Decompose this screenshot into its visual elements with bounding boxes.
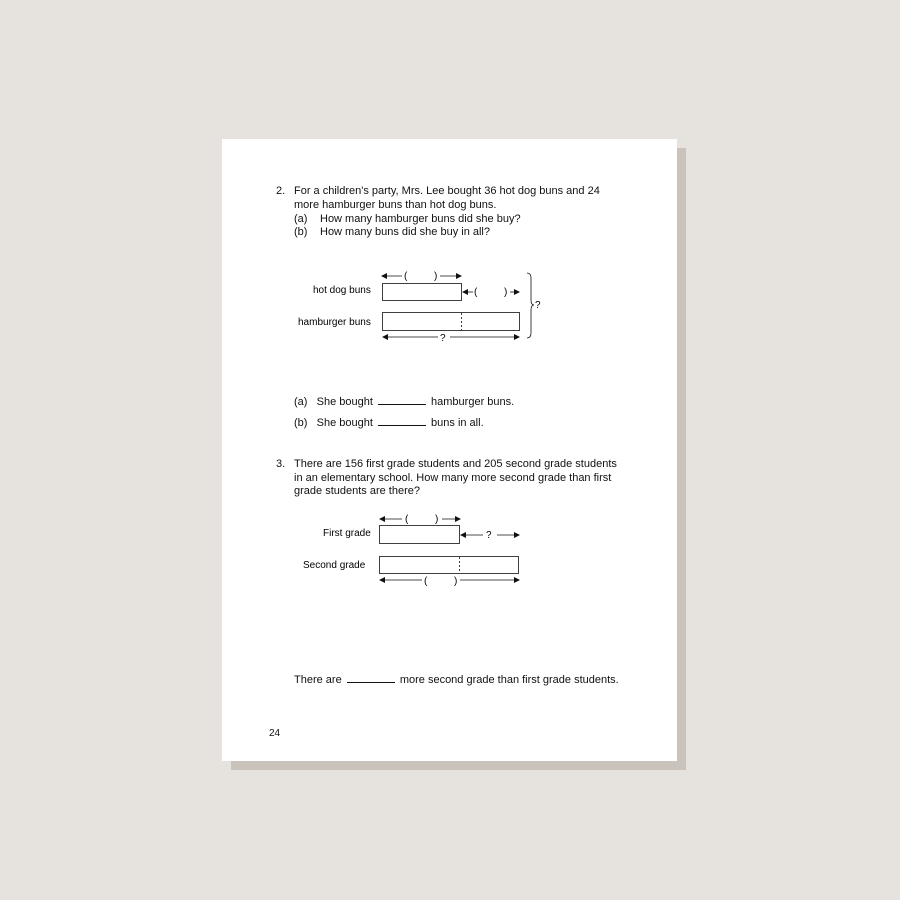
problem-2-part-b-text: How many buns did she buy in all? [320,226,490,238]
answer-2b-before: She bought [316,417,373,429]
label-hot-dog-buns: hot dog buns [313,285,371,296]
brace-question-mark: ? [535,300,541,311]
difference-paren-open: ( [474,287,478,298]
problem-2-part-a-label: (a) [294,213,308,225]
top-paren-open: ( [405,514,409,525]
bar-hamburger [383,313,520,331]
answer-3-row [294,672,619,687]
bar-model-diagram-2 [282,264,582,349]
page-number: 24 [269,728,281,739]
problem-2-line-2: more hamburger buns than hot dog buns. [294,199,497,211]
label-first-grade: First grade [323,528,371,539]
bottom-paren-open: ( [424,576,428,587]
paren-close: ) [434,271,438,282]
problem-3-line-2: in an elementary school. How many more second grade than first [294,472,612,484]
bar-hot-dog [383,284,462,301]
paren-open: ( [404,271,408,282]
label-hamburger-buns: hamburger buns [298,317,371,328]
answer-2b-after: buns in all. [431,417,484,429]
bar-second-grade [380,557,519,574]
problem-3-line-1: There are 156 first grade students and 205 second grade students [294,458,617,470]
answer-2a-blank[interactable] [378,394,426,405]
answer-3-after: more second grade than first grade students. [399,674,619,686]
bar-model-diagram-3 [282,507,542,587]
answer-2b-blank[interactable] [378,415,426,426]
problem-3-number: 3. [276,458,286,470]
difference-question-mark: ? [486,530,492,541]
answer-2a-row [294,394,514,409]
answer-2a-after: hamburger buns. [431,396,515,408]
label-second-grade: Second grade [303,560,366,571]
problem-3-line-3: grade students are there? [294,485,420,497]
bar-first-grade [380,526,460,544]
bottom-paren-close: ) [454,576,458,587]
answer-3-before: There are [294,674,342,686]
answer-2a-label: (a) [294,396,308,408]
answer-2b-row [294,415,484,430]
answer-3-blank[interactable] [347,672,395,683]
answer-2a-before: She bought [316,396,373,408]
total-question-mark: ? [440,333,446,344]
difference-paren-close: ) [504,287,508,298]
problem-2-part-a-text: How many hamburger buns did she buy? [320,213,521,225]
answer-2b-label: (b) [294,417,308,429]
workbook-page [222,139,677,761]
problem-2-line-1: For a children's party, Mrs. Lee bought 36 hot dog buns and 24 [294,185,600,197]
right-brace [527,273,534,338]
problem-2-part-b-label: (b) [294,226,308,238]
problem-2-number: 2. [276,185,286,197]
top-paren-close: ) [435,514,439,525]
